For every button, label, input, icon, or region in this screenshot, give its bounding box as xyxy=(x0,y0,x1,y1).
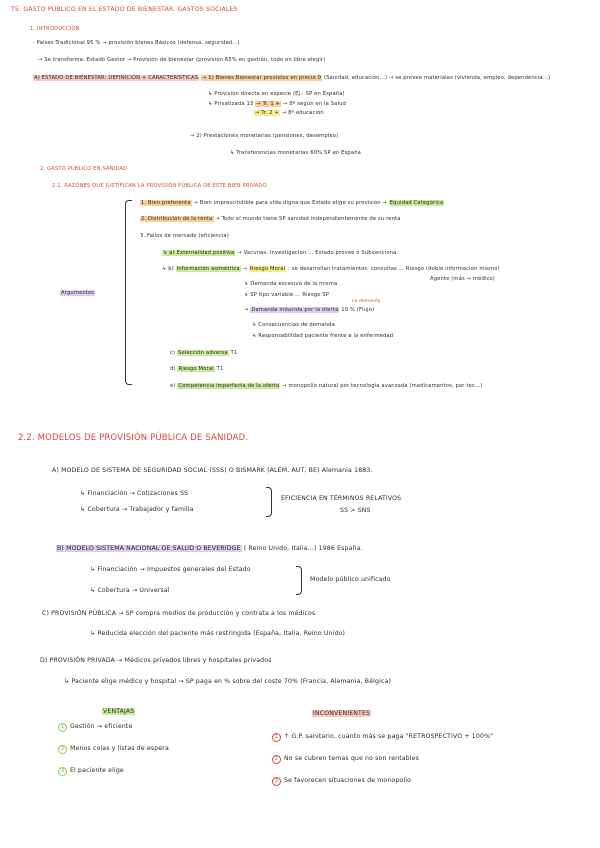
text: ↑ G.P. sanitario, cuanto más se paga "RETROSPECTIVO + 100%" xyxy=(284,733,494,740)
text: Gestión → eficiente xyxy=(70,723,133,730)
text: → xyxy=(244,307,249,313)
highlight: INCONVENIENTES xyxy=(313,710,371,717)
reason-3b xyxy=(162,266,500,273)
reason-3: 3. Fallos de mercado (eficiencia) xyxy=(140,233,229,239)
number-badge: 3 xyxy=(58,767,67,776)
ventaja-item xyxy=(58,767,124,776)
text: (Sanidad, educación...) → se provee materiales xyxy=(323,75,453,81)
highlight: Argumentos xyxy=(61,290,95,296)
note-line: EFICIENCIA EN TÉRMINOS RELATIVOS xyxy=(281,495,402,502)
highlight: VENTAJAS xyxy=(103,708,135,715)
highlight: Equidad Categórica xyxy=(389,200,444,206)
note-line: ↳ Cobertura → Universal xyxy=(90,587,170,594)
note-line: ↳ Transferencias monetarias 60% SP en España xyxy=(230,150,361,156)
highlight: B) MODELO SISTEMA NACIONAL DE SALUD O BEVERIDGE xyxy=(57,545,241,552)
number-badge: 1 xyxy=(58,723,67,732)
inconveniente-item xyxy=(272,733,493,742)
text: → 1) Bienes Bienestar provistos en precio 0 xyxy=(201,75,322,81)
highlight: ↳ a) Externalidad positiva xyxy=(163,250,235,256)
note-line: ↳ Responsabilidad paciente frente a la enfermedad xyxy=(252,333,394,339)
note-line: Agente (más → médico) xyxy=(430,276,495,282)
note-line: ↳ Financiación → Impuestos generales del Estado xyxy=(90,566,251,573)
note-line: ↳ Paciente elige médico y hospital → SP paga en % sobre del coste 70% (Francia, Alemania, Bélgica) xyxy=(64,678,392,685)
highlight: Riesgo Moral xyxy=(178,366,214,372)
text: e) xyxy=(170,383,176,389)
reason-3e xyxy=(170,383,482,390)
highlight: 2. Distribución de la renta xyxy=(141,216,213,222)
text: T1 xyxy=(216,366,224,372)
note-line: → Se transforma: Estado Gestor → Provisión de bienestar (provisión 65% en gestión, todo en libre elegir) xyxy=(38,57,326,63)
note-line xyxy=(244,307,374,314)
reason-2 xyxy=(140,216,401,223)
text: → xyxy=(242,266,248,272)
note-line xyxy=(33,75,550,82)
text: : se desarrollan tratamientos, consultas ... Riesgo xyxy=(287,266,425,272)
text: Menos colas y listas de espera xyxy=(70,745,169,752)
note-line: ↳ Reducida elección del paciente más restringida (España, Italia, Reino Unido) xyxy=(90,630,346,637)
note-line: ↳ Demanda excesiva de la misma xyxy=(244,281,338,287)
highlight: Competencia imperfecta de la oferta xyxy=(178,383,280,389)
text: d) xyxy=(170,366,176,372)
inconveniente-item xyxy=(272,755,419,764)
note-line: SS > SNS xyxy=(340,507,371,514)
note-line: → 2) Prestaciones monetarias (pensiones, desempleo) xyxy=(190,133,339,139)
section-2-1-heading: 2.1. RAZONES QUE JUSTIFICAN LA PROVISIÓN PÚBLICA DE ESTE BIEN PRIVADO xyxy=(52,183,267,189)
note-line: ↳ Financiación → Cotizaciones SS xyxy=(80,490,189,497)
text: → monopolio natural por tecnología avanzada (medicamentos, por tec...) xyxy=(282,383,483,389)
note-line: ↳ Provisión directa en especie (Ej.: SP en España) xyxy=(208,91,345,97)
ventaja-item xyxy=(58,745,169,754)
text: ↳ b) xyxy=(162,266,174,272)
highlight: Información asimétrica xyxy=(176,266,240,272)
text: → 8º educación xyxy=(281,110,324,116)
highlight: Riesgo Moral xyxy=(249,266,286,272)
text: ( Reino Unido, Italia...) 1986 España. xyxy=(243,545,363,552)
note-line xyxy=(208,101,346,108)
note-line: ↳ Cobertura → Trabajador y familia xyxy=(80,506,194,513)
brace-label xyxy=(60,290,95,297)
note-line: ↳ Consecuencias de demanda xyxy=(252,322,335,328)
text: → Bien imprescindible para vida digna que Estado elige su provisión → xyxy=(193,200,387,206)
highlight: 1. Bien preferente xyxy=(141,200,191,206)
number-badge: 2 xyxy=(58,745,67,754)
text: No se cubren temas que no son rentables xyxy=(284,755,420,762)
number-badge: 3 xyxy=(272,777,281,786)
brace xyxy=(296,566,302,595)
note-line: · Países Tradicional 95 % → provisión bienes Básicos (defensa, seguridad...) xyxy=(33,40,240,46)
model-c: C) PROVISIÓN PÚBLICA → SP compra medios de producción y contrata a los médicos xyxy=(42,610,316,617)
text: → Todo el mundo tiene SP sanidad independientemente de su renta xyxy=(215,216,401,222)
note-line: ↳ SP tipo variable ... Riesgo SP xyxy=(244,292,330,298)
number-badge: 2 xyxy=(272,755,281,764)
highlight: A) ESTADO DE BIENESTAR: DEFINICIÓN + CARACTERÍSTICAS xyxy=(34,75,199,81)
text: 10 % (Flujo) xyxy=(341,307,375,313)
ventajas-heading xyxy=(102,708,135,716)
reason-1 xyxy=(140,200,444,207)
reason-3c xyxy=(170,350,237,357)
text: T1 xyxy=(230,350,238,356)
note-line xyxy=(254,110,324,117)
text: → Vacunas, Investigación ... Estado provee o Subvenciona. xyxy=(237,250,399,256)
inconvenientes-heading xyxy=(312,710,371,718)
text: (doble información mismo) xyxy=(426,266,500,272)
highlight: Demanda inducida por la oferta xyxy=(251,307,339,313)
ventaja-item xyxy=(58,723,132,732)
page-title: T5: GASTO PÚBLICO EN EL ESTADO DE BIENESTAR. GASTOS SOCIALES xyxy=(11,6,238,13)
text: ↳ Privatizada 13 xyxy=(208,101,254,107)
text: (vivienda, empleo, dependencia...) xyxy=(454,75,551,81)
model-d: D) PROVISIÓN PRIVADA → Médicos privados libres y hospitales privados xyxy=(40,657,272,664)
number-badge: 1 xyxy=(272,733,281,742)
highlight: → Tr. 1 + xyxy=(256,101,281,107)
text: → 8º según en la Salud xyxy=(282,101,346,107)
model-b xyxy=(56,545,363,553)
reason-3a xyxy=(162,250,398,257)
highlight: → Tr. 2 + xyxy=(255,110,279,116)
section-1-heading: 1. INTRODUCCIÓN xyxy=(30,26,80,32)
brace xyxy=(125,200,132,385)
text: c) xyxy=(170,350,176,356)
text: El paciente elige xyxy=(70,767,124,774)
model-a: A) MODELO DE SISTEMA DE SEGURIDAD SOCIAL (SSS) O BISMARK (ALEM, AUT, BE) Alemania 1883. xyxy=(52,467,373,474)
reason-3d xyxy=(170,366,223,373)
highlight: Selección adversa xyxy=(178,350,228,356)
inconveniente-item xyxy=(272,777,411,786)
section-2-heading: 2. GASTO PÚBLICO EN SANIDAD xyxy=(40,166,128,172)
note-line: Modelo público unificado xyxy=(310,576,391,583)
annotation: no demanda xyxy=(352,299,381,304)
text: Se favorecen situaciones de monopolio xyxy=(284,777,412,784)
brace xyxy=(266,487,272,517)
section-2-2-heading: 2.2. MODELOS DE PROVISIÓN PÚBLICA DE SANIDAD. xyxy=(18,433,249,443)
